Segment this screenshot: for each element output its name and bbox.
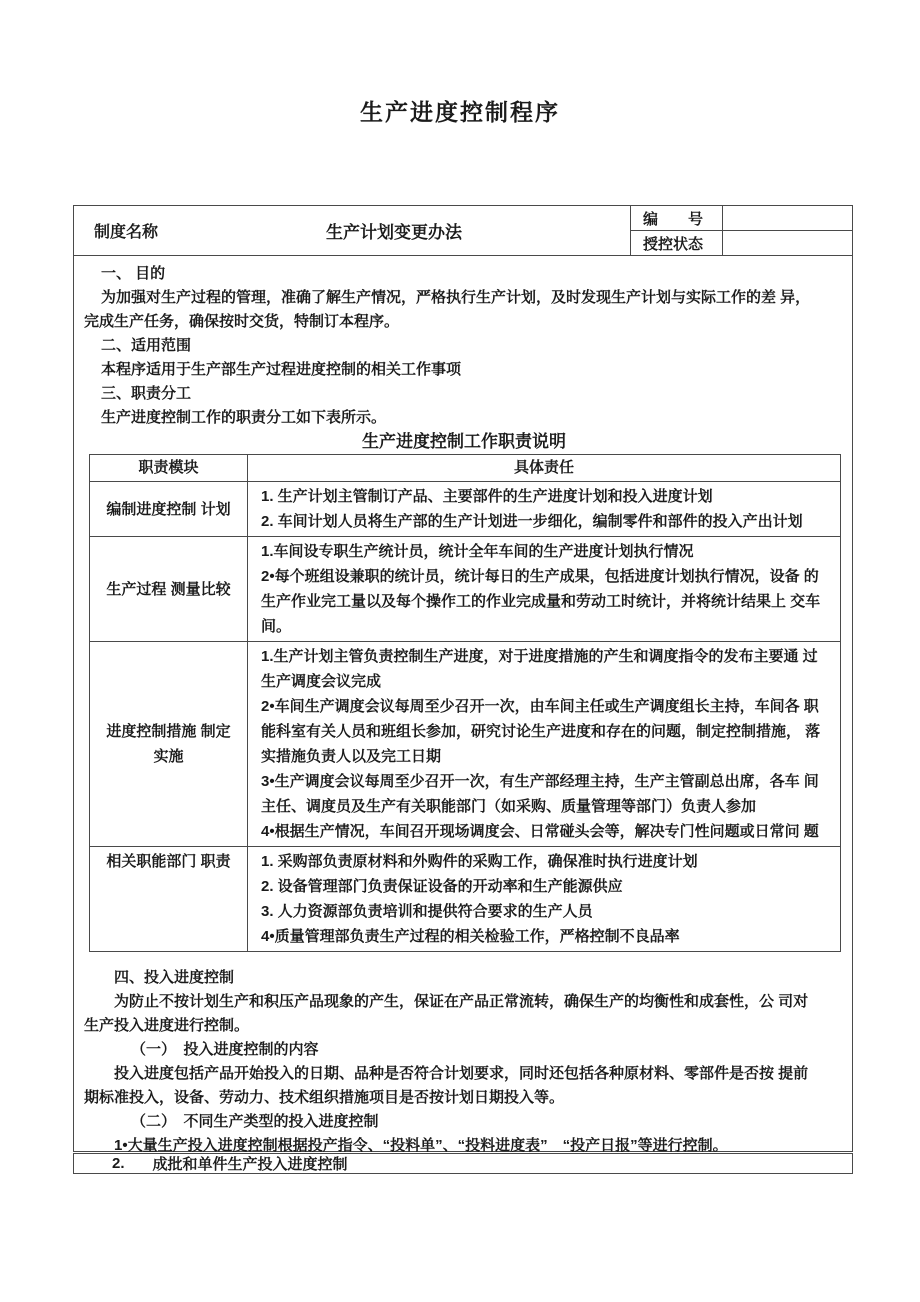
- duty-table-header: [90, 455, 840, 482]
- doc-body: [74, 256, 852, 1158]
- doc-number-label: 编 号: [631, 206, 723, 230]
- intro-paragraphs: [84, 262, 844, 430]
- footer-section-row: [73, 1153, 853, 1174]
- text-line: 为加强对生产过程的管理，准确了解生产情况，严格执行生产计划，及时发现生产计划与实际工作的差 异，: [101, 289, 811, 306]
- doc-status-value: [723, 231, 852, 255]
- page-title: 生产进度控制程序: [360, 99, 560, 125]
- duty-table-body: [90, 482, 840, 951]
- system-name-cell: [74, 206, 630, 255]
- text-line: 三、职责分工: [101, 385, 192, 402]
- duties-cell: 1.生产计划主管负责控制生产进度，对于进度措施的产生和调度指令的发布主要通 过 生产调度会议完成 2•车间生产调度会议每周至少召开一次，由车间主任或生产调度组长主持，车间各 职 能科室有关人员和班组长参加，研究讨论生产进度和存在的问题，制定控制措施， 落 实措施负责人以及完工日期 3•生产调度会议每周至少召开一次，有生产部经理主持，生产主管副总出席，各车 间 主任、调度员及生产有关职能部门（如采购、质量管理等部门）负责人参加 4•根据生产情况，车间召开现场调度会、日常碰头会等，解决专门性问题或日常问 题: [261, 648, 821, 840]
- module-cell: 生产过程 测量比较: [90, 537, 248, 641]
- text-line: （一） 投入进度控制的内容: [131, 1041, 319, 1058]
- duty-table-col-module: 职责模块: [90, 455, 248, 481]
- text-line: 期标准投入，设备、劳动力、技术组织措施项目是否按计划日期投入等。: [84, 1089, 565, 1106]
- module-cell: 相关职能部门 职责: [90, 847, 248, 951]
- doc-status-label: 授控状态: [631, 231, 723, 255]
- outro-paragraphs: [84, 966, 844, 1158]
- doc-status-row: [631, 231, 852, 255]
- table-row: [90, 642, 840, 847]
- text-line: 投入进度包括产品开始投入的日期、品种是否符合计划要求，同时还包括各种原材料、零部件是否按 提前: [114, 1065, 809, 1082]
- doc-number-value: [723, 206, 852, 230]
- text-line: 一、 目的: [101, 265, 166, 282]
- duty-table: [89, 454, 841, 952]
- duty-table-title: 生产进度控制工作职责说明: [362, 432, 566, 451]
- text-line: 本程序适用于生产部生产过程进度控制的相关工作事项: [101, 361, 462, 378]
- table-row: [90, 482, 840, 537]
- table-row: [90, 847, 840, 951]
- doc-number-row: [631, 206, 852, 231]
- text-line: 四、投入进度控制: [114, 969, 235, 986]
- doc-meta-cells: [630, 206, 852, 255]
- duties-cell: 1. 生产计划主管制订产品、主要部件的生产进度计划和投入进度计划 2. 车间计划人员将生产部的生产计划进一步细化，编制零件和部件的投入产出计划: [261, 488, 803, 530]
- footer-section-title: 成批和单件生产投入进度控制: [152, 1156, 348, 1173]
- module-cell: 编制进度控制 计划: [90, 482, 248, 536]
- footer-section-number: 2.: [112, 1155, 125, 1172]
- text-line: 完成生产任务，确保按时交货，特制订本程序。: [84, 313, 400, 330]
- text-line: 生产进度控制工作的职责分工如下表所示。: [101, 409, 387, 426]
- document-main-table: [73, 205, 853, 1152]
- doc-header-row: [74, 206, 852, 256]
- text-line: 1•大量生产投入进度控制根据投产指令、“投料单”、“投料进度表” “投产日报”等进行控制。: [114, 1137, 728, 1154]
- text-line: 为防止不按计划生产和积压产品现象的产生，保证在产品正常流转，确保生产的均衡性和成套性，公 司对: [114, 993, 809, 1010]
- system-name-value: 生产计划变更办法: [326, 223, 462, 242]
- duties-cell: 1.车间设专职生产统计员，统计全年车间的生产进度计划执行情况 2•每个班组设兼职的统计员，统计每日的生产成果，包括进度计划执行情况，设备 的 生产作业完工量以及每个操作工的作业完成量和劳动工时统计，并将统计结果上 交车 间。: [261, 543, 821, 635]
- system-name-label: 制度名称: [94, 224, 159, 241]
- module-cell: 进度控制措施 制定 实施: [90, 642, 248, 846]
- text-line: 二、适用范围: [101, 337, 192, 354]
- text-line: （二） 不同生产类型的投入进度控制: [131, 1113, 379, 1130]
- duties-cell: 1. 采购部负责原材料和外购件的采购工作，确保准时执行进度计划 2. 设备管理部门负责保证设备的开动率和生产能源供应 3. 人力资源部负责培训和提供符合要求的生产人员 4•质量管理部负责生产过程的相关检验工作，严格控制不良品率: [261, 853, 698, 945]
- text-line: 生产投入进度进行控制。: [84, 1017, 250, 1034]
- duty-table-col-duty: 具体责任: [513, 459, 574, 476]
- table-row: [90, 537, 840, 642]
